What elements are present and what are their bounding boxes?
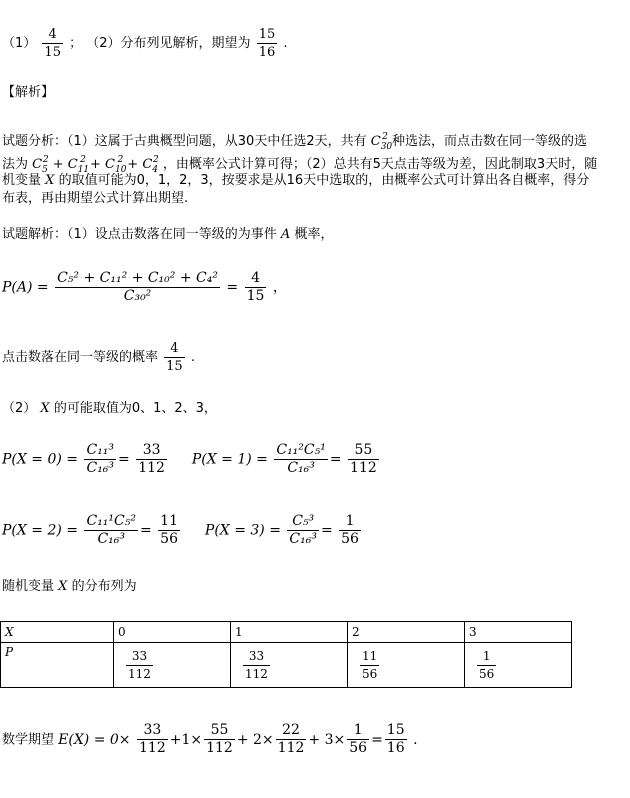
formula-result (348, 442, 379, 477)
analysis-text: ，由概率公式计算可得；（2）总共有5天点击等级为差，因此制取3天时，随 (162, 157, 598, 172)
formula-lhs: P(X = 0) = (2, 451, 79, 468)
fraction-denominator: 112 (350, 460, 377, 476)
answer-part1-label: （1） (2, 36, 37, 51)
solution-text: 概率， (294, 227, 334, 242)
expectation-label: 数学期望 (2, 732, 55, 748)
fraction-numerator: 33 (137, 722, 168, 740)
fraction-denominator: 112 (128, 666, 151, 681)
answer-separator: ； (69, 36, 83, 51)
formula-fraction (55, 270, 220, 305)
table-cell (114, 643, 231, 688)
table-cell (465, 643, 572, 688)
formula-result (158, 513, 180, 548)
formula-fraction (137, 722, 168, 757)
variable-x: X (45, 173, 55, 188)
formula-fraction (204, 722, 235, 757)
fraction-numerator: 55 (204, 722, 235, 740)
solution-intro (2, 226, 333, 244)
fraction-numerator: 15 (386, 722, 405, 738)
cell-fraction (243, 648, 270, 683)
analysis-line-4: 布表，再由期望公式计算出期望. (2, 191, 189, 206)
solution-text: . (190, 350, 195, 365)
expectation-line (2, 722, 418, 757)
formula-row-1: P(X = 0) = $\frac{\text{C₁₁³}}{\text{C₁₆³}}$ = $\frac{33}{112}$ P(X = 1) = $\frac{\text{C₁₁²C₅¹}}{\text{C₁₆³}}$ = $\frac{55}{112}$ (2, 442, 377, 476)
formula-fraction (287, 513, 319, 548)
formula-result (385, 722, 407, 757)
variable-x: X (58, 579, 68, 594)
formula-term: + 2× (236, 731, 274, 748)
formula-lhs: P(X = 2) = (2, 522, 79, 539)
answer-part2-fraction (257, 26, 278, 61)
cell-fraction (477, 648, 496, 683)
fraction-denominator: 112 (139, 740, 166, 756)
formula-fraction (276, 722, 307, 757)
formula-row-2: P(X = 2) = $\frac{\text{C₁₁¹C₅²}}{\text{C₁₆³}}$ = $\frac{11}{56}$ P(X = 3) = $\frac{\text{C₅³}}{\text{C₁₆³}}$ = $\frac{1}{56}$ (2, 513, 359, 547)
answer-end: . (283, 36, 288, 51)
table-header-cell: 2 (348, 622, 465, 643)
table-header-cell: 3 (465, 622, 572, 643)
answer-line (2, 26, 288, 61)
part2-intro (2, 400, 217, 418)
fraction-denominator: 56 (362, 666, 378, 681)
formula-fraction (84, 513, 138, 548)
solution-text: 的可能取值为0、1、2、3， (53, 401, 217, 416)
solution-text: 的分布列为 (71, 579, 137, 594)
fraction-numerator: C₅³ (287, 513, 319, 531)
formula-term: +1× (169, 731, 203, 748)
fraction-denominator: 56 (479, 666, 495, 681)
fraction-numerator: 4 (164, 340, 185, 358)
table-header-cell: X (1, 622, 114, 643)
fraction-numerator: C₁₁²C₅¹ (276, 442, 326, 458)
fraction-numerator: 4 (245, 270, 267, 288)
analysis-text: 种选法，而点击数在同一等级的选 (392, 134, 588, 149)
fraction-numerator: 1 (347, 722, 369, 740)
formula-term: + 3× (308, 731, 346, 748)
fraction-denominator: C₁₆³ (86, 460, 115, 476)
fraction-denominator: 15 (44, 45, 61, 60)
fraction-numerator: 33 (126, 648, 153, 666)
combination-c30-2: $C_{30}^2$ (370, 132, 393, 152)
fraction-numerator: 55 (348, 442, 379, 460)
variable-a: A (280, 227, 291, 242)
fraction-numerator: C₅² + C₁₁² + C₁₀² + C₄² (57, 270, 218, 286)
solution-text: 试题解析：（1）设点击数落在同一等级的为事件 (2, 227, 277, 242)
formula-pa (2, 270, 287, 305)
fraction-numerator: 11 (160, 513, 178, 529)
analysis-text: 法为 (2, 157, 29, 172)
cell-fraction (360, 648, 379, 683)
cell-fraction (126, 648, 153, 683)
fraction-denominator: 15 (246, 288, 265, 304)
fraction-numerator: 1 (477, 648, 496, 666)
fraction-denominator: 56 (349, 740, 368, 756)
table-header-cell: 1 (231, 622, 348, 643)
analysis-text: 的取值可能为0，1，2，3，按要求是从16天中选取的，由概率公式可计算出各自概率，得分 (58, 173, 590, 188)
solution-text: 点击数落在同一等级的概率 (2, 350, 159, 365)
formula-end: ， (272, 279, 287, 296)
table-cell (348, 643, 465, 688)
analysis-line-3 (2, 172, 589, 190)
formula-lhs: P(A) = (2, 279, 49, 296)
formula-eq: = (371, 731, 383, 748)
fraction-numerator: 11 (360, 648, 379, 666)
answer-part1-fraction (42, 26, 63, 61)
formula-result (339, 513, 361, 548)
analysis-text: 机变量 (2, 173, 42, 188)
distribution-table (0, 621, 572, 688)
fraction-denominator: C₃₀² (123, 288, 152, 304)
combination-sum: $C_5^2 + C_{11}^2 + C_{10}^2 + C_4^2$ (32, 155, 159, 175)
table-cell (231, 643, 348, 688)
expectation-formula (58, 722, 418, 756)
distribution-label (2, 578, 137, 596)
fraction-denominator: 56 (160, 531, 178, 547)
section-title: 【解析】 (2, 85, 55, 100)
table-row (1, 643, 572, 688)
formula-result (245, 270, 267, 305)
fraction-numerator: 33 (136, 442, 167, 460)
fraction-denominator: 112 (277, 740, 305, 756)
fraction-numerator: C₁₁¹C₅² (86, 513, 136, 529)
fraction-numerator: C₁₁³ (86, 442, 115, 458)
formula-eq: = (226, 279, 239, 296)
fraction-denominator: 15 (166, 359, 183, 374)
formula-fraction (84, 442, 116, 477)
fraction-denominator: C₁₆³ (287, 460, 315, 476)
analysis-text: 试题分析：（1）这属于古典概型问题，从30天中任选2天，共有 (2, 134, 367, 149)
answer-part2-text: （2）分布列见解析，期望为 (86, 36, 251, 51)
fraction-numerator: 22 (276, 722, 307, 740)
solution-text: （2） (2, 401, 37, 416)
table-header-row (1, 622, 572, 643)
fraction-denominator: C₁₆³ (97, 531, 126, 547)
fraction-denominator: 112 (206, 740, 233, 756)
fraction-denominator: 16 (386, 740, 405, 756)
formula-lhs: P(X = 3) = (204, 522, 281, 539)
formula-lhs: P(X = 1) = (191, 451, 268, 468)
variable-x: X (40, 401, 50, 416)
fraction-denominator: C₁₆³ (289, 531, 317, 547)
fraction-denominator: 56 (341, 531, 359, 547)
fraction-denominator: 16 (258, 45, 276, 60)
fraction-numerator: 4 (42, 26, 63, 44)
formula-fraction (347, 722, 369, 757)
fraction-numerator: 1 (339, 513, 361, 531)
solution-text: 随机变量 (2, 579, 55, 594)
table-row-label: P (1, 643, 114, 688)
fraction-numerator: 33 (243, 648, 270, 666)
formula-lhs: E(X) = 0× (58, 731, 131, 748)
formula-fraction (274, 442, 328, 477)
probability-statement (2, 340, 195, 375)
formula-end: . (413, 731, 418, 748)
fraction-denominator: 112 (138, 460, 165, 476)
formula-result (136, 442, 167, 477)
probability-fraction (164, 340, 185, 375)
fraction-numerator: 15 (258, 27, 276, 42)
table-header-cell: 0 (114, 622, 231, 643)
fraction-denominator: 112 (245, 666, 268, 681)
